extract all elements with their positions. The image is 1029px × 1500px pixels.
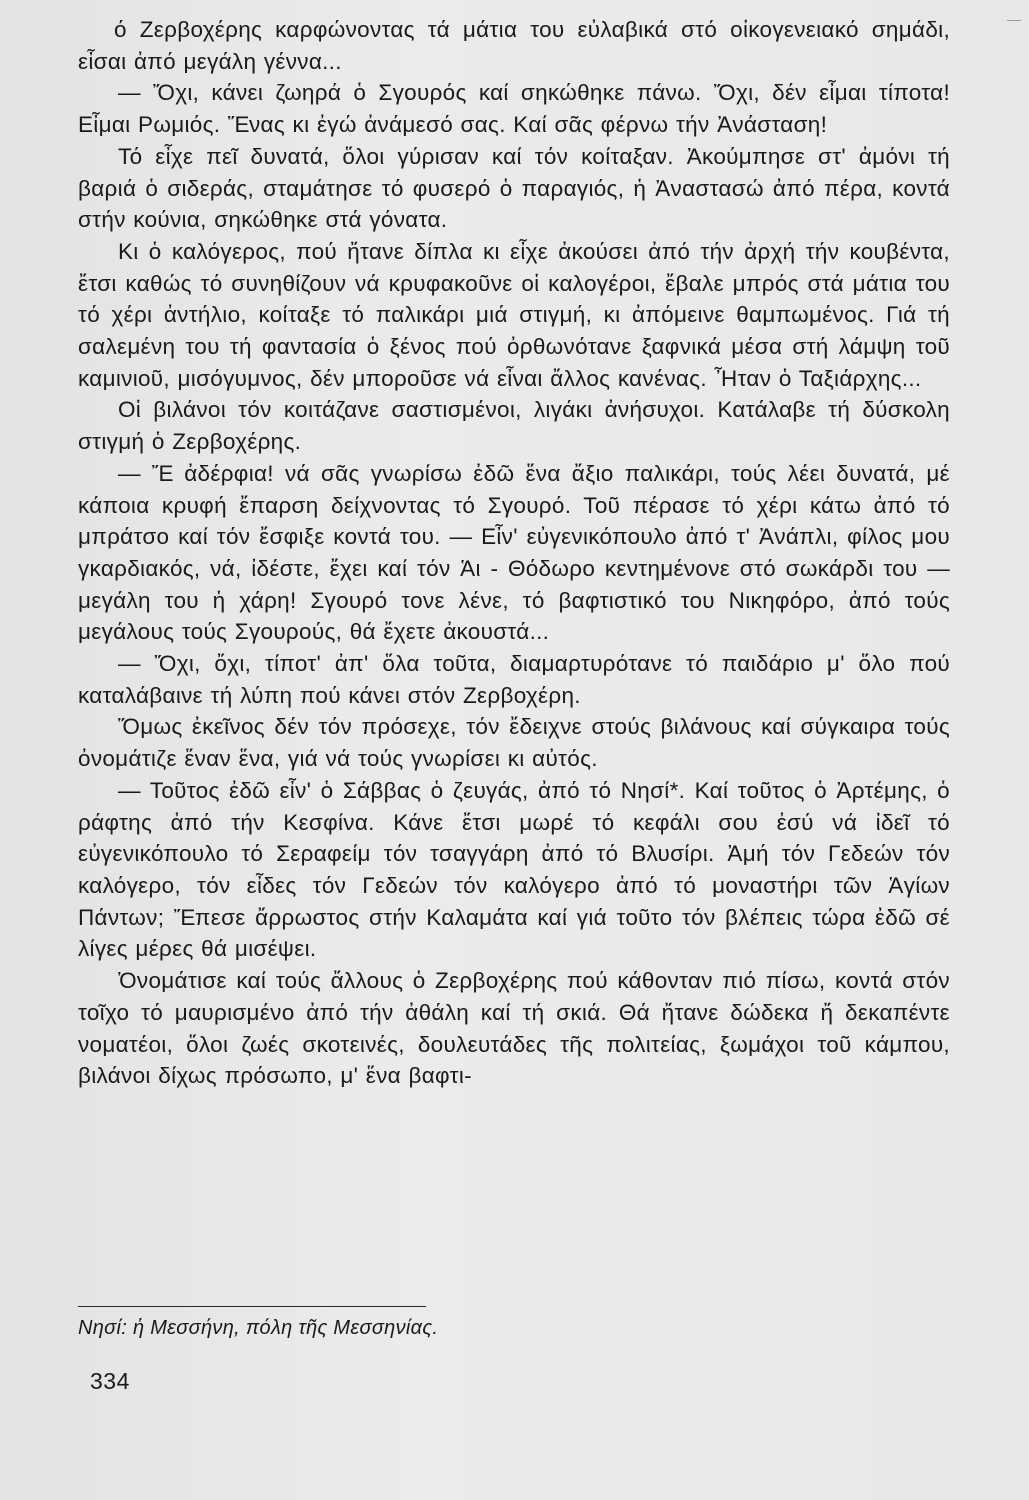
footnote xyxy=(78,1314,778,1342)
paragraph: Οἱ βιλάνοι τόν κοιτάζανε σαστισμένοι, λιγάκι ἀνήσυχοι. Κατάλαβε τή δύσκολη στιγμή ὁ Ζερβοχέρης. xyxy=(78,397,950,455)
paragraph: — Ἔ ἀδέρφια! νά σᾶς γνωρίσω ἐδῶ ἕνα ἄξιο παλικάρι, τούς λέει δυνατά, μέ κάποια κρυφή ἔπαρση δείχνοντας τό Σγουρό. Τοῦ πέρασε τό χέρι κάτω ἀπό τό μπράτσο καί τόν ἔσφιξε κοντά του. — Εἶν' εὐγενικόπουλο ἀπό τ' Ἀνάπλι, φίλος μου γκαρδιακός, νά, ἰδέστε, ἔχει καί τόν Ἁι - Θόδωρο κεντημένονε στό σωκάρδι του —μεγάλη του ἡ χάρη! Σγουρό τονε λένε, τό βαφτιστικό του Νικηφόρο, ἀπό τούς μεγάλους τούς Σγουρούς, θά ἔχετε ἀκουστά... xyxy=(78,460,950,645)
page-edge-mark xyxy=(1007,20,1021,21)
paragraph: Κι ὁ καλόγερος, πού ἤτανε δίπλα κι εἶχε ἀκούσει ἀπό τήν ἀρχή τήν κουβέντα, ἔτσι καθώς τό συνηθίζουν νά κρυφακοῦνε οἱ καλογέροι, ἔβαλε μπρός στά μάτια του τό χέρι ἀντήλιο, κοίταξε τό παλικάρι μιά στιγμή, κι ἀπόμεινε θαμπωμένος. Γιά τή σαλεμένη του τή φαντασία ὁ ξένος πού ὀρθωνότανε ξαφνικά μέσα στή λάμψη τοῦ καμινιοῦ, μισόγυμνος, δέν μποροῦσε νά εἶναι ἄλλος κανένας. Ἦταν ὁ Ταξιάρχης... xyxy=(78,238,950,391)
footnote-text: ἡ Μεσσήνη, πόλη τῆς Μεσσηνίας. xyxy=(127,1317,439,1339)
paragraph: — Ὄχι, κάνει ζωηρά ὁ Σγουρός καί σηκώθηκε πάνω. Ὄχι, δέν εἶμαι τίποτα! Εἶμαι Ρωμιός. Ἕνας κι ἐγώ ἀνάμεσό σας. Καί σᾶς φέρνω τήν Ἀνάσταση! xyxy=(78,80,950,138)
paragraph: Ὀνομάτισε καί τούς ἄλλους ὁ Ζερβοχέρης πού κάθονταν πιό πίσω, κοντά στόν τοῖχο τό μαυρισμένο ἀπό τήν ἀθάλη καί τή σκιά. Θά ἤτανε δώδεκα ἤ δεκαπέντε νοματέοι, ὅλοι ζωές σκοτεινές, δουλευτάδες τῆς πολιτείας, ξωμάχοι τοῦ κάμπου, βιλάνοι δίχως πρόσωπο, μ' ἕνα βαφτι- xyxy=(78,968,950,1089)
body-text xyxy=(78,14,950,1092)
paragraph: — Ὄχι, ὄχι, τίποτ' ἀπ' ὅλα τοῦτα, διαμαρτυρότανε τό παιδάριο μ' ὅλο πού καταλάβαινε τή λύπη πού κάνει στόν Ζερβοχέρη. xyxy=(78,651,950,708)
paragraph: Ὅμως ἐκεῖνος δέν τόν πρόσεχε, τόν ἔδειχνε στούς βιλάνους καί σύγκαιρα τούς ὀνομάτιζε ἕναν ἕνα, γιά νά τούς γνωρίσει κι αὐτός. xyxy=(78,714,950,772)
page-number: 334 xyxy=(90,1368,130,1394)
footnote-term: Νησί: xyxy=(78,1317,128,1339)
footnote-divider xyxy=(78,1306,426,1307)
paragraph: — Τοῦτος ἐδῶ εἶν' ὁ Σάββας ὁ ζευγάς, ἀπό τό Νησί*. Καί τοῦτος ὁ Ἀρτέμης, ὁ ράφτης ἀπό τήν Κεσφίνα. Κάνε ἔτσι μωρέ τό κεφάλι σου ἐσύ νά ἰδεῖ τό εὐγενικόπουλο τό Σεραφείμ τόν τσαγγάρη ἀπό τό Βλυσίρι. Ἀμή τόν Γεδεών τόν καλόγερο, τόν εἶδες τόν Γεδεών τόν καλόγερο ἀπό τό μοναστήρι τῶν Ἁγίων Πάντων; Ἔπεσε ἄρρωστος στήν Καλαμάτα καί γιά τοῦτο τόν βλέπεις τώρα ἐδῶ σέ λίγες μέρες θά μισέψει. xyxy=(78,777,950,962)
paragraph: Τό εἶχε πεῖ δυνατά, ὅλοι γύρισαν καί τόν κοίταξαν. Ἀκούμπησε στ' ἀμόνι τή βαριά ὁ σιδεράς, σταμάτησε τό φυσερό ὁ παραγιός, ἡ Ἀναστασώ ἀπό πέρα, κοντά στήν κούνια, σηκώθηκε στά γόνατα. xyxy=(78,143,950,233)
paragraph: ό Ζερβοχέρης καρφώνοντας τά μάτια του εὐλαβικά στό οἰκογενειακό σημάδι, εἶσαι ἀπό μεγάλη γέννα... xyxy=(78,17,950,74)
